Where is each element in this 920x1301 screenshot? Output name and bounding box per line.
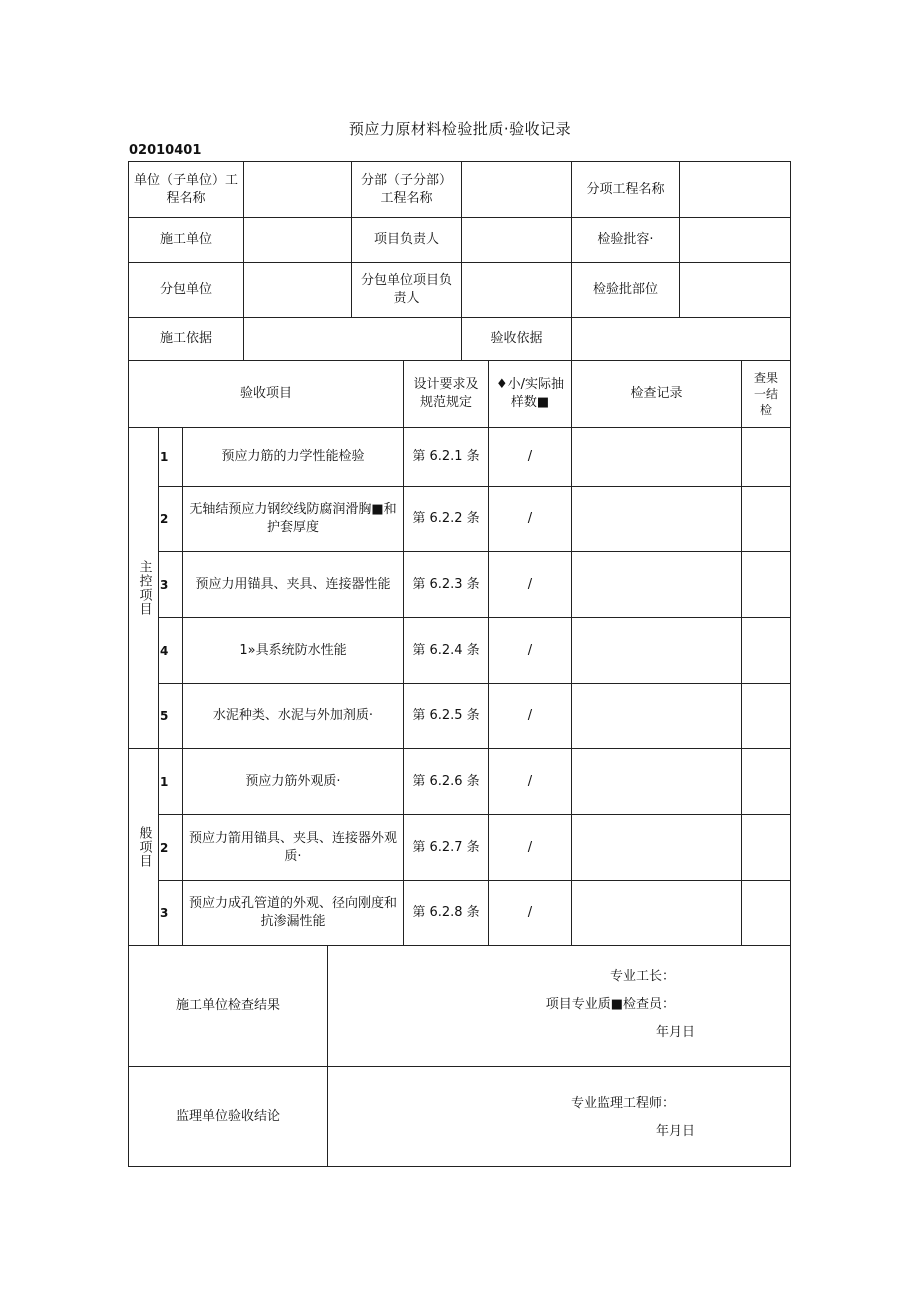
row-sample[interactable]: / — [527, 449, 533, 464]
row-number: 5 — [160, 709, 169, 723]
row-sample[interactable]: / — [527, 839, 533, 855]
page-title: 预应力原材料检验批质·验收记录 — [348, 120, 572, 138]
inspector-signature[interactable]: 项目专业质■检查员： — [545, 997, 675, 1012]
supervision-label: 监理单位验收结论 — [175, 1108, 280, 1124]
row-spec: 第 6.2.8 条 — [412, 905, 480, 920]
row-sample[interactable]: / — [527, 576, 533, 592]
row-number: 2 — [160, 512, 169, 526]
row-item: 预应力筋的力学性能检验 — [221, 449, 365, 464]
construction-unit-label: 施工单位 — [159, 232, 212, 247]
row-number: 4 — [160, 643, 169, 658]
form-code: 02010401 — [129, 143, 202, 158]
batch-location-label: 检验批部位 — [592, 282, 658, 297]
supervision-date[interactable]: 年月日 — [655, 1124, 695, 1139]
col-result-header: 查果一结检 — [753, 371, 778, 417]
main-group-label: 主控项目 — [136, 560, 152, 616]
item-project-label: 分项工程名称 — [586, 181, 665, 197]
row-number: 2 — [160, 840, 169, 855]
acceptance-basis-label: 验收依据 — [490, 331, 543, 346]
row-number: 3 — [160, 577, 169, 592]
project-manager-value[interactable] — [462, 218, 571, 262]
subcontractor-value[interactable] — [244, 263, 351, 317]
row-item: 预应力箭用锚具、夹具、连接器外观质· — [188, 830, 397, 864]
row-item: 水泥种类、水泥与外加剂质· — [212, 708, 374, 723]
row-number: 3 — [160, 906, 169, 920]
supervision-engineer-signature[interactable]: 专业监理工程师： — [570, 1096, 675, 1111]
batch-location-value[interactable] — [680, 263, 790, 317]
row-sample[interactable]: / — [527, 708, 533, 723]
row-item: 预应力成孔管道的外观、径向刚度和抗渗漏性能 — [188, 896, 397, 929]
sub-project-value[interactable] — [462, 162, 571, 217]
row-item: 1»具系统防水性能 — [239, 642, 347, 658]
sub-project-label: 分部（子分部）工程名称 — [360, 172, 452, 206]
subcontractor-manager-label: 分包单位项目负责人 — [360, 273, 452, 306]
subcontractor-manager-value[interactable] — [462, 263, 571, 317]
foreman-signature[interactable]: 专业工长： — [609, 969, 675, 984]
construction-basis-value[interactable] — [244, 318, 461, 360]
construction-unit-value[interactable] — [244, 218, 351, 262]
row-spec: 第 6.2.6 条 — [412, 773, 480, 789]
unit-project-label: 单位（子单位）工程名称 — [133, 172, 238, 206]
acceptance-basis-value[interactable] — [572, 318, 790, 360]
row-item: 预应力筋外观质· — [245, 773, 341, 789]
general-group-label: 般项目 — [136, 826, 152, 868]
row-spec: 第 6.2.5 条 — [412, 708, 480, 723]
unit-project-value[interactable] — [244, 162, 351, 217]
construction-basis-label: 施工依据 — [159, 331, 212, 346]
row-spec: 第 6.2.1 条 — [412, 449, 480, 464]
col-sample-header: ♦小/实际抽样数■ — [495, 377, 565, 410]
col-record-header: 检查记录 — [630, 386, 683, 401]
construction-check-label: 施工单位检查结果 — [175, 998, 280, 1013]
row-item: 预应力用锚具、夹具、连接器性能 — [195, 576, 391, 592]
row-spec: 第 6.2.4 条 — [412, 642, 480, 658]
batch-capacity-label: 检验批容· — [597, 232, 654, 247]
row-sample[interactable]: / — [527, 642, 533, 658]
row-number: 1 — [160, 450, 169, 464]
row-spec: 第 6.2.3 条 — [412, 576, 480, 592]
row-sample[interactable]: / — [527, 905, 533, 920]
item-project-value[interactable] — [680, 162, 790, 217]
row-spec: 第 6.2.2 条 — [412, 511, 480, 526]
batch-capacity-value[interactable] — [680, 218, 790, 262]
project-manager-label: 项目负责人 — [373, 232, 439, 247]
construction-check-date[interactable]: 年月日 — [655, 1025, 695, 1040]
row-spec: 第 6.2.7 条 — [412, 839, 480, 855]
row-sample[interactable]: / — [527, 773, 533, 789]
subcontractor-label: 分包单位 — [159, 282, 212, 297]
row-sample[interactable]: / — [527, 511, 533, 526]
col-spec-header: 设计要求及规范规定 — [413, 377, 479, 410]
row-item: 无轴结预应力钢绞线防腐润滑胸■和护套厚度 — [189, 502, 397, 535]
col-item-header: 验收项目 — [239, 386, 292, 401]
row-number: 1 — [160, 774, 169, 789]
